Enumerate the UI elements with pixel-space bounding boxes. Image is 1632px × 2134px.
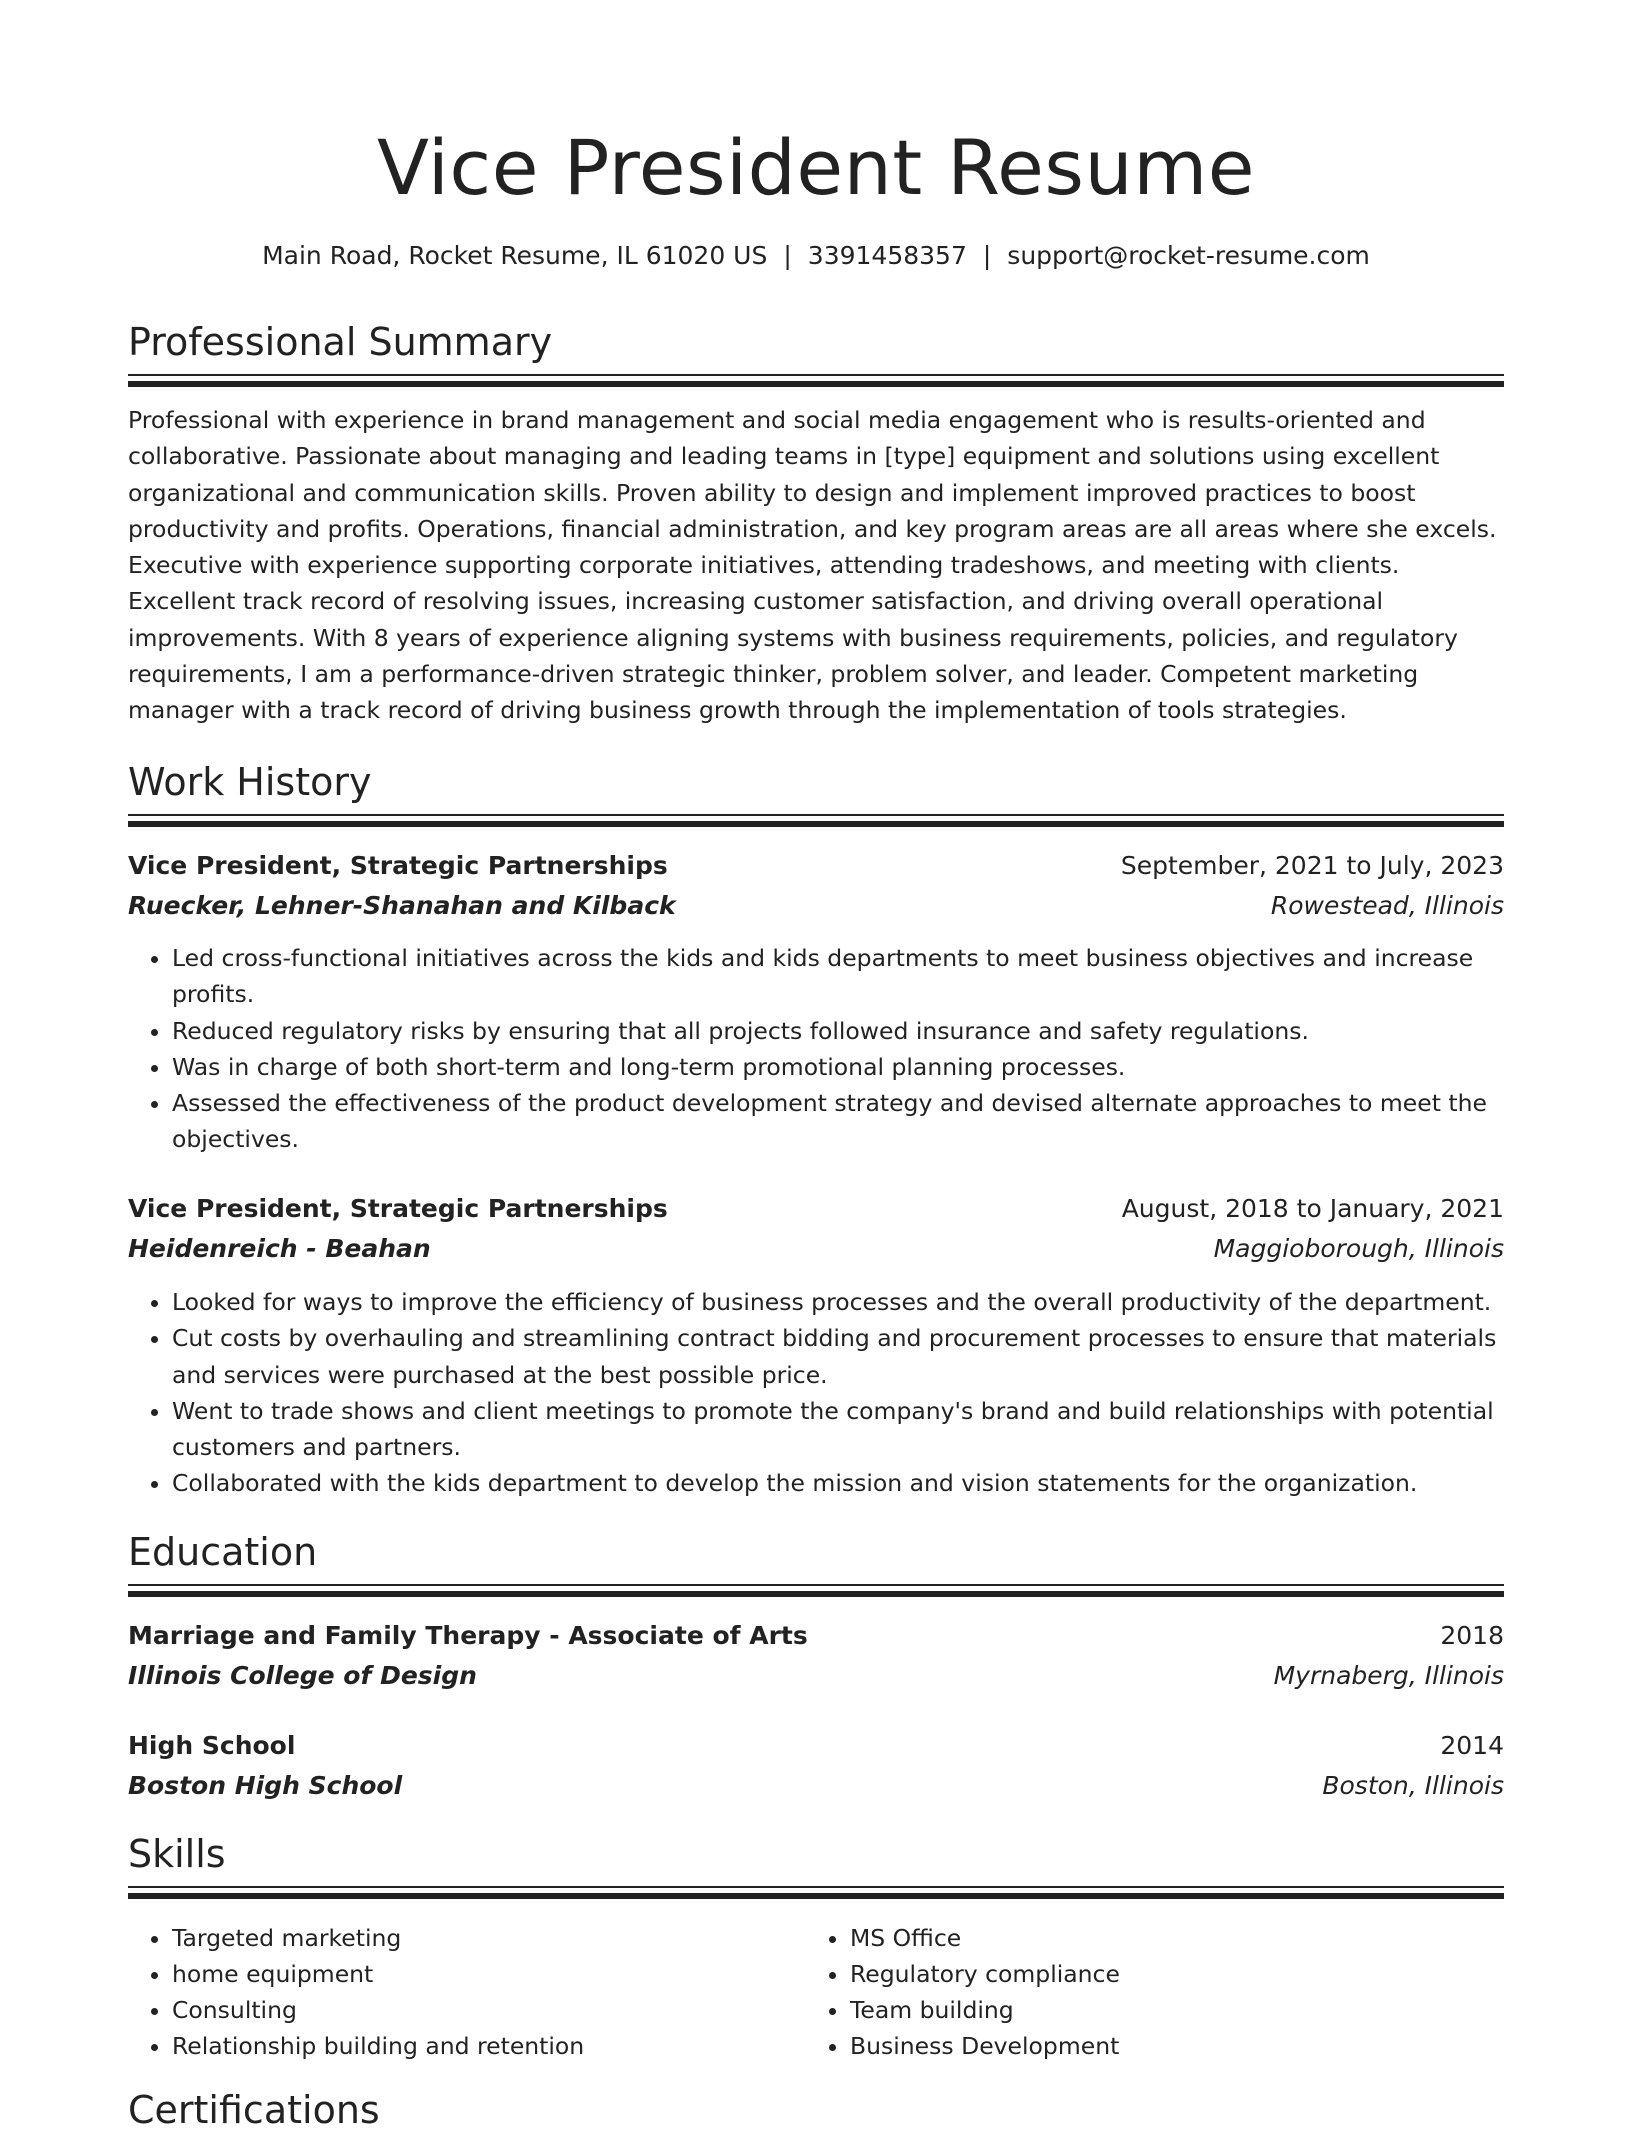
summary-text: Professional with experience in brand management and social media engagement who is results-oriented and collaborative. Passionate about managing and leading teams in [type] equipment and solutions using excellent organizational and communication skills. Proven ability to design and implement improved practices to boost productivity and profits. Operations, financial administration, and key program areas are all areas where she excels. Executive with experience supporting corporate initiatives, attending tradeshows, and meeting with clients. Excellent track record of resolving issues, increasing customer satisfaction, and driving overall operational improvements. With 8 years of experience aligning systems with business requirements, policies, and regulatory requirements, I am a performance-driven strategic thinker, problem solver, and leader. Competent marketing manager with a track record of driving business growth through the implementation of tools strategies. xyxy=(128,406,1497,725)
skill-item: • Business Development xyxy=(850,2028,1504,2064)
skill-item: • home equipment xyxy=(172,1956,788,1992)
contact-phone: 3391458357 xyxy=(807,241,967,270)
list-item: • Led cross-functional initiatives across the kids and kids departments to meet business objectives and increase profits. xyxy=(172,940,1504,1013)
education-degree: High School xyxy=(128,1731,296,1760)
education-location: Boston, Illinois xyxy=(1322,1771,1504,1800)
list-item: • Went to trade shows and client meetings to promote the company's brand and build relationships with potential customers and partners. xyxy=(172,1393,1504,1466)
job-title: Vice President, Strategic Partnerships xyxy=(128,851,668,880)
job-bullets xyxy=(128,940,1504,1158)
job-dates: August, 2018 to January, 2021 xyxy=(1121,1194,1504,1223)
section-divider xyxy=(128,1584,1504,1586)
section-divider xyxy=(128,374,1504,376)
list-item: • Cut costs by overhauling and streamlining contract bidding and procurement processes to ensure that materials and services were purchased at the best possible price. xyxy=(172,1320,1504,1393)
list-item: • Was in charge of both short-term and long-term promotional planning processes. xyxy=(172,1049,1504,1085)
education-year: 2014 xyxy=(1440,1731,1504,1760)
job-header xyxy=(128,1189,1504,1229)
education-header xyxy=(128,1726,1504,1766)
certifications-heading: Certifications xyxy=(128,2088,380,2132)
education-school: Illinois College of Design xyxy=(128,1661,477,1690)
summary-heading: Professional Summary xyxy=(128,320,553,364)
section-divider xyxy=(128,814,1504,816)
contact-email: support@rocket-resume.com xyxy=(1007,241,1370,270)
work-history-heading: Work History xyxy=(128,760,372,804)
skill-item: • Targeted marketing xyxy=(172,1920,788,1956)
section-divider xyxy=(128,1893,1504,1899)
skill-item: • MS Office xyxy=(850,1920,1504,1956)
skill-item: • Consulting xyxy=(172,1992,788,2028)
contact-line xyxy=(0,238,1632,274)
list-item: • Looked for ways to improve the efficiency of business processes and the overall productivity of the department. xyxy=(172,1284,1504,1320)
job-title: Vice President, Strategic Partnerships xyxy=(128,1194,668,1223)
skills-heading: Skills xyxy=(128,1832,226,1876)
contact-address: Main Road, Rocket Resume, IL 61020 US xyxy=(262,241,768,270)
list-item: • Assessed the effectiveness of the product development strategy and devised alternate approaches to meet the objectives. xyxy=(172,1085,1504,1158)
section-divider xyxy=(128,821,1504,827)
contact-separator: | xyxy=(783,241,792,270)
education-subheader xyxy=(128,1766,1504,1806)
resume-title: Vice President Resume xyxy=(376,123,1255,212)
contact-separator: | xyxy=(982,241,992,270)
job-bullets xyxy=(128,1284,1504,1502)
list-item: • Reduced regulatory risks by ensuring that all projects followed insurance and safety regulations. xyxy=(172,1013,1504,1049)
skills-list-left xyxy=(128,1920,788,2064)
section-divider xyxy=(128,1591,1504,1597)
job-company: Ruecker, Lehner-Shanahan and Kilback xyxy=(128,891,676,920)
job-subheader xyxy=(128,886,1504,926)
education-subheader xyxy=(128,1656,1504,1696)
skill-item: • Team building xyxy=(850,1992,1504,2028)
education-header xyxy=(128,1616,1504,1656)
section-divider xyxy=(128,1886,1504,1888)
job-dates: September, 2021 to July, 2023 xyxy=(1120,851,1504,880)
education-school: Boston High School xyxy=(128,1771,403,1800)
list-item: • Collaborated with the kids department to develop the mission and vision statements for the organization. xyxy=(172,1465,1504,1501)
education-heading: Education xyxy=(128,1530,318,1574)
skills-list-right xyxy=(806,1920,1504,2064)
job-location: Rowestead, Illinois xyxy=(1270,891,1504,920)
job-header xyxy=(128,846,1504,886)
education-year: 2018 xyxy=(1440,1621,1504,1650)
job-subheader xyxy=(128,1229,1504,1269)
job-company: Heidenreich - Beahan xyxy=(128,1234,431,1263)
education-degree: Marriage and Family Therapy - Associate of Arts xyxy=(128,1621,808,1650)
education-location: Myrnaberg, Illinois xyxy=(1273,1661,1504,1690)
skill-item: • Relationship building and retention xyxy=(172,2028,788,2064)
job-location: Maggioborough, Illinois xyxy=(1213,1234,1504,1263)
skill-item: • Regulatory compliance xyxy=(850,1956,1504,1992)
section-divider xyxy=(128,381,1504,387)
